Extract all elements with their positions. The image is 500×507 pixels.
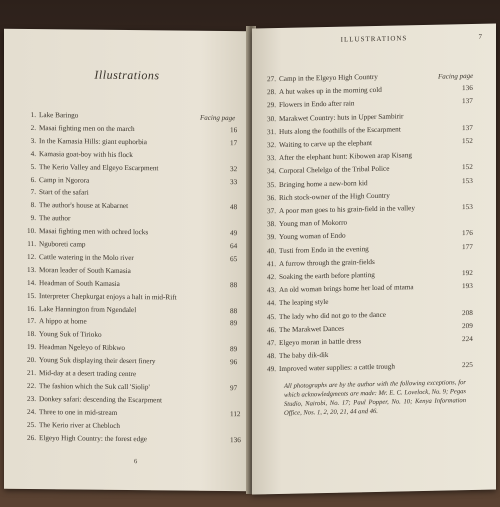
item-caption: Three to one in mid-stream xyxy=(39,407,118,417)
item-number: 31. xyxy=(267,127,276,137)
item-caption: After the elephant hunt: Kibowen arap Kisang xyxy=(279,151,412,163)
running-head: ILLUSTRATIONS xyxy=(340,34,408,44)
item-caption: Young Suk displaying their desert finery xyxy=(39,356,156,366)
item-number: 30. xyxy=(267,114,276,123)
item-caption: Bringing home a new-born kid xyxy=(279,178,368,189)
item-caption: Rich stock-owner of the High Country xyxy=(279,191,390,202)
item-caption: Headman of South Kamasia xyxy=(39,278,120,288)
item-number: 16. xyxy=(27,304,36,313)
list-item xyxy=(262,86,382,98)
list-item xyxy=(262,245,369,256)
item-caption: The lady who did not go to the dance xyxy=(279,310,386,321)
item-caption: Moran leader of South Kamasia xyxy=(39,265,131,275)
list-item xyxy=(262,283,414,295)
item-caption: The leaping style xyxy=(279,298,329,308)
list-item xyxy=(22,188,89,198)
photo-credits-note: All photographs are by the author with the following exceptions, for which acknowledgments are made: Mr. E. C. Lovelock, No. 9; Pegas Studio, Nairobi, No. 17; Paul Popper, No. 10; Kenya Information Office, Nos. 1, 2, 20, 21, 44 and 46. xyxy=(284,379,466,417)
item-caption: Cattle watering in the Molo river xyxy=(39,252,134,262)
facing-page-number: 64 xyxy=(230,242,238,251)
item-number: 19. xyxy=(27,343,36,352)
list-item xyxy=(22,433,147,443)
facing-page-number: 49 xyxy=(230,229,238,238)
item-number: 37. xyxy=(267,207,276,216)
list-item xyxy=(22,253,134,263)
list-item xyxy=(262,179,368,190)
list-item xyxy=(22,111,78,121)
item-caption: Lake Hannington from Ngendalel xyxy=(39,304,137,314)
item-number: 28. xyxy=(267,88,276,97)
item-number: 13. xyxy=(27,265,36,274)
item-caption: Soaking the earth before planting xyxy=(279,270,375,281)
item-caption: Masai fighting men on the march xyxy=(39,123,135,133)
item-number: 15. xyxy=(27,291,36,300)
list-item xyxy=(22,343,125,353)
list-item xyxy=(262,73,378,84)
item-number: 12. xyxy=(27,252,36,261)
list-item xyxy=(22,175,89,185)
item-number: 39. xyxy=(267,233,276,242)
item-caption: Marakwet Country: huts in Upper Sambirir xyxy=(279,111,404,123)
facing-page-number: 209 xyxy=(462,321,473,330)
facing-page-number: 152 xyxy=(462,163,473,172)
facing-page-number: 136 xyxy=(230,435,241,444)
item-number: 41. xyxy=(267,259,276,269)
list-item xyxy=(22,162,158,172)
list-item xyxy=(262,363,395,375)
item-number: 4. xyxy=(30,149,36,158)
list-item xyxy=(262,258,375,269)
item-caption: The Kerio Valley and Elgeyo Escarpment xyxy=(39,162,159,172)
facing-page-label: Facing page xyxy=(200,113,236,123)
item-number: 42. xyxy=(267,273,276,282)
item-caption: Mid-day at a desert trading centre xyxy=(39,369,137,379)
facing-page-label: Facing page xyxy=(438,71,474,81)
item-number: 3. xyxy=(30,136,36,145)
page-number: 6 xyxy=(134,458,138,466)
item-number: 47. xyxy=(267,339,276,348)
item-number: 38. xyxy=(267,220,276,229)
item-caption: Waiting to carve up the elephant xyxy=(279,139,373,149)
list-item xyxy=(262,100,354,111)
item-number: 9. xyxy=(30,214,36,223)
item-caption: Masai fighting men with ochred locks xyxy=(39,227,149,237)
facing-page-number: 97 xyxy=(230,383,238,393)
list-item xyxy=(262,151,412,163)
list-item xyxy=(262,337,361,348)
item-caption: Young Suk of Tirioko xyxy=(39,330,102,340)
item-caption: Camp in Ngorora xyxy=(39,175,90,185)
list-item xyxy=(22,395,162,405)
facing-page-number: 48 xyxy=(230,203,238,212)
list-item xyxy=(22,369,136,379)
list-item xyxy=(22,137,147,147)
facing-page-number: 136 xyxy=(462,84,473,93)
facing-page-number: 89 xyxy=(230,345,238,354)
list-item xyxy=(22,382,150,392)
item-number: 27. xyxy=(267,75,276,84)
facing-page-number: 208 xyxy=(462,308,473,317)
left-page xyxy=(4,29,250,492)
list-item xyxy=(22,291,177,302)
list-item xyxy=(262,125,401,137)
item-number: 29. xyxy=(267,101,276,110)
item-number: 6. xyxy=(30,175,36,184)
item-number: 10. xyxy=(27,227,36,236)
list-item xyxy=(22,214,70,224)
item-caption: Flowers in Endo after rain xyxy=(279,99,355,110)
facing-page-number: 153 xyxy=(462,176,473,185)
facing-page-number: 65 xyxy=(230,254,238,264)
item-number: 5. xyxy=(30,162,36,171)
item-number: 21. xyxy=(27,368,36,378)
list-item xyxy=(262,139,372,150)
facing-page-number: 96 xyxy=(230,358,238,367)
item-caption: Interpreter Chepkurgat enjoys a halt in mid-Rift xyxy=(39,291,177,302)
facing-page-number: 137 xyxy=(462,97,473,106)
list-item xyxy=(262,271,375,282)
facing-page-number: 153 xyxy=(462,202,473,212)
list-item xyxy=(22,356,155,366)
facing-page-number: 32 xyxy=(230,164,238,173)
item-caption: Kamasia goat-boy with his flock xyxy=(39,149,133,159)
item-number: 48. xyxy=(267,352,276,361)
facing-page-number: 152 xyxy=(462,136,473,146)
list-item xyxy=(262,112,403,124)
list-item xyxy=(22,240,86,250)
facing-page-number: 88 xyxy=(230,280,238,289)
list-item xyxy=(262,219,347,230)
item-caption: The Kerio river at Chebloch xyxy=(39,420,121,430)
list-item xyxy=(22,227,148,237)
item-caption: Start of the safari xyxy=(39,188,89,197)
item-number: 1. xyxy=(30,110,36,120)
item-number: 35. xyxy=(267,180,276,189)
item-caption: An old woman brings home her load of mtama xyxy=(279,283,414,295)
facing-page-number: 192 xyxy=(462,268,473,278)
facing-page-number: 112 xyxy=(230,409,241,418)
list-item xyxy=(22,266,131,276)
item-caption: Young woman of Endo xyxy=(279,231,346,242)
item-number: 40. xyxy=(267,246,276,255)
facing-page-number: 16 xyxy=(230,125,238,135)
list-item xyxy=(22,201,128,211)
facing-page-number: 17 xyxy=(230,138,238,147)
item-caption: Elgeyo moran in battle dress xyxy=(279,337,362,347)
item-number: 33. xyxy=(267,154,276,163)
facing-page-number: 177 xyxy=(462,242,473,251)
facing-page-number: 33 xyxy=(230,177,238,186)
list-item xyxy=(262,191,390,203)
item-caption: A poor man goes to his grain-field in the valley xyxy=(279,204,415,215)
item-caption: Tusti from Endo in the evening xyxy=(279,244,369,255)
item-number: 23. xyxy=(27,394,36,403)
item-caption: Lake Baringo xyxy=(39,111,79,120)
page-number: 7 xyxy=(478,32,482,41)
item-caption: In the Kamasia Hills: giant euphorbia xyxy=(39,136,147,147)
item-caption: Headman Ngeleyo of Ribkwo xyxy=(39,343,126,353)
item-caption: The baby dik-dik xyxy=(279,351,329,361)
item-number: 7. xyxy=(30,188,36,197)
item-caption: A hut wakes up in the morning cold xyxy=(279,86,382,97)
item-caption: Nguboreti camp xyxy=(39,240,86,249)
item-number: 17. xyxy=(27,317,36,326)
item-caption: Huts along the foothills of the Escarpment xyxy=(279,125,401,136)
item-number: 11. xyxy=(27,239,36,249)
facing-page-number: 193 xyxy=(462,282,473,291)
item-number: 36. xyxy=(267,193,276,203)
list-item xyxy=(22,408,117,418)
list-item xyxy=(262,232,346,243)
facing-page-number: 225 xyxy=(462,361,473,370)
item-number: 2. xyxy=(30,123,36,132)
item-caption: A furrow through the grain-fields xyxy=(279,257,375,268)
list-item xyxy=(22,279,120,289)
item-caption: Improved water supplies: a cattle trough xyxy=(279,362,395,374)
item-number: 43. xyxy=(267,286,276,295)
item-number: 22. xyxy=(27,381,36,390)
list-item xyxy=(262,204,415,216)
item-number: 32. xyxy=(267,141,276,150)
item-number: 26. xyxy=(27,433,36,442)
item-caption: Camp in the Elgeyo High Country xyxy=(279,72,378,83)
item-number: 34. xyxy=(267,167,276,176)
item-caption: The Marakwet Dances xyxy=(279,324,345,334)
list-item xyxy=(22,317,87,327)
list-item xyxy=(22,304,136,314)
list-item xyxy=(22,150,133,160)
list-item xyxy=(22,330,102,340)
list-item xyxy=(22,420,120,430)
item-number: 24. xyxy=(27,407,36,416)
list-item xyxy=(262,324,344,335)
list-item xyxy=(262,310,386,322)
item-caption: Elgeyo High Country: the forest edge xyxy=(39,433,147,443)
item-caption: The fashion which the Suk call 'Siolip' xyxy=(39,381,150,392)
list-item xyxy=(22,124,135,134)
item-caption: Corporal Chelelgo of the Tribal Police xyxy=(279,165,390,176)
item-caption: The author's house at Kabarnet xyxy=(39,201,129,211)
facing-page-number: 137 xyxy=(462,123,473,132)
item-number: 20. xyxy=(27,356,36,365)
item-number: 14. xyxy=(27,278,36,287)
facing-page-number: 224 xyxy=(462,334,473,344)
facing-page-number: 89 xyxy=(230,319,238,328)
item-caption: A hippo at home xyxy=(39,317,87,326)
item-caption: The author xyxy=(39,214,71,223)
item-number: 46. xyxy=(267,325,276,335)
item-caption: Young man of Mokorro xyxy=(279,218,348,229)
page-title: Illustrations xyxy=(94,67,160,83)
item-number: 44. xyxy=(267,299,276,308)
facing-page-number: 176 xyxy=(462,229,473,238)
item-number: 18. xyxy=(27,330,36,339)
item-number: 25. xyxy=(27,420,36,429)
item-number: 45. xyxy=(267,312,276,321)
list-item xyxy=(262,351,329,361)
item-number: 49. xyxy=(267,365,276,374)
facing-page-number: 88 xyxy=(230,306,238,315)
item-number: 8. xyxy=(30,201,36,210)
list-item xyxy=(262,165,389,177)
list-item xyxy=(262,298,329,308)
right-page xyxy=(252,23,496,494)
item-caption: Donkey safari: descending the Escarpment xyxy=(39,394,162,405)
